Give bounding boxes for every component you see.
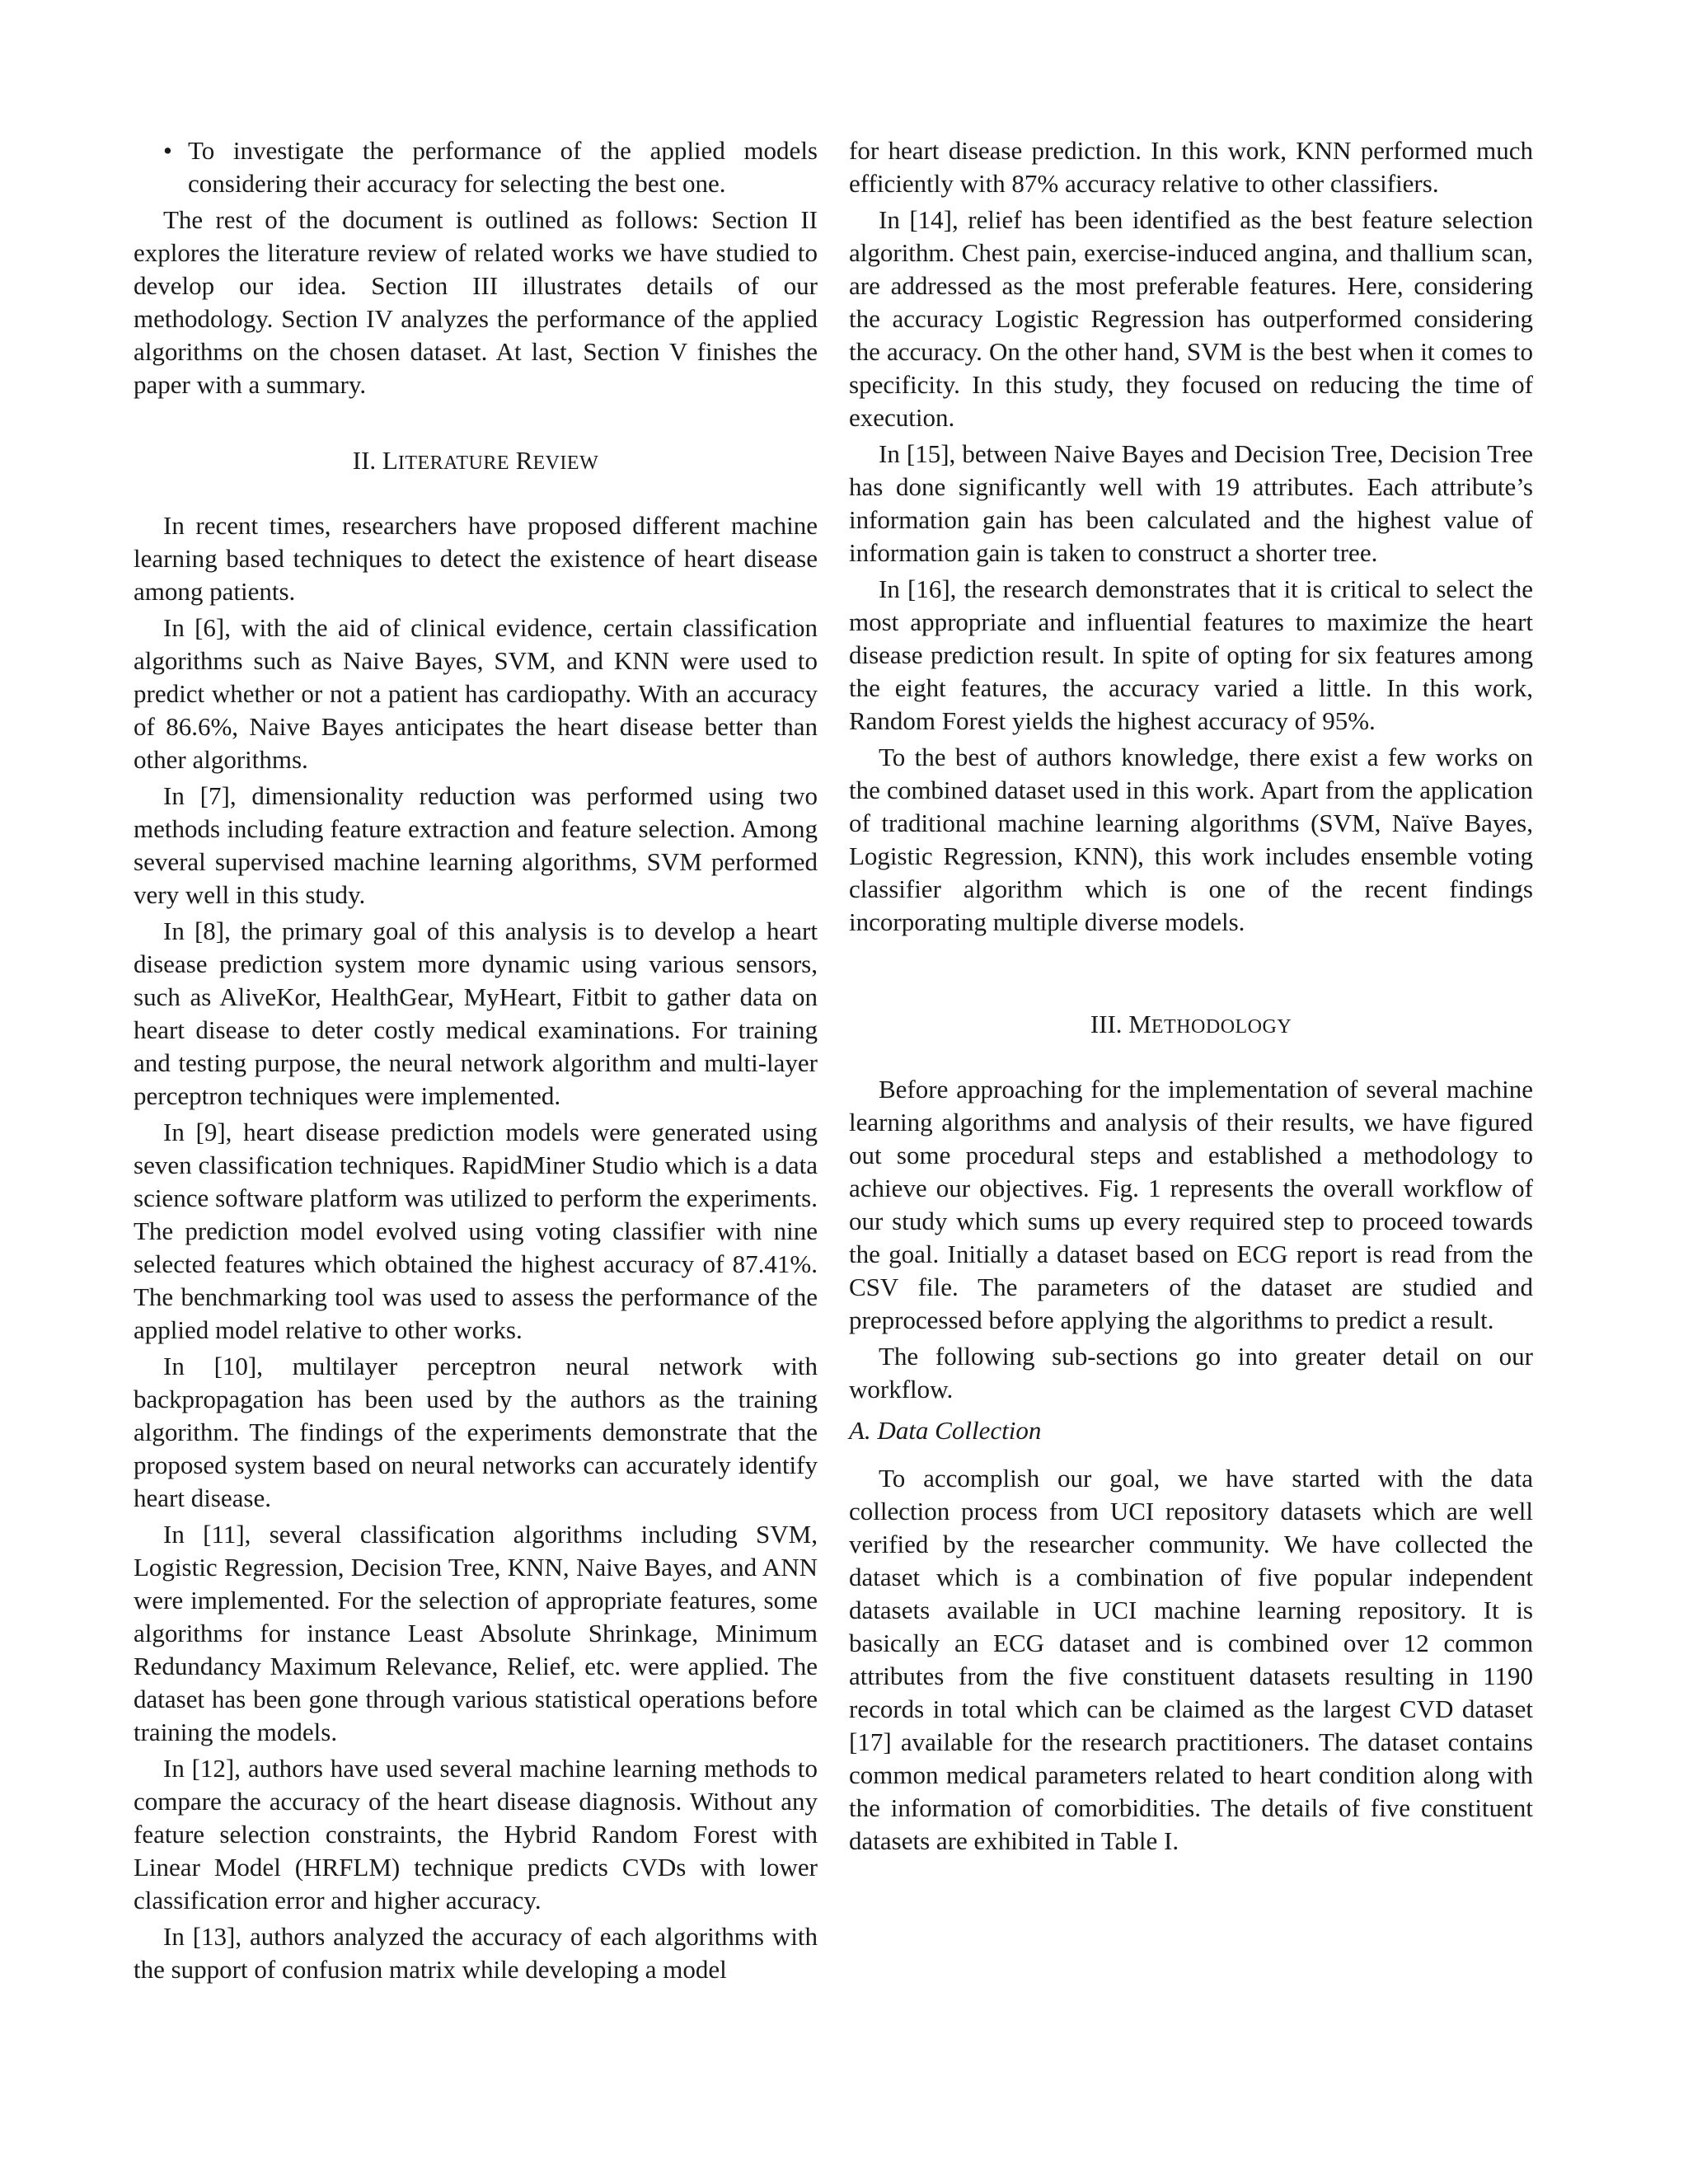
objective-bullet: [134, 134, 818, 200]
lit-paragraph: In [15], between Naive Bayes and Decision Tree, Decision Tree has done significantly well with 19 attributes. Each attribute’s information gain has been calculated and the highest value of information gain is taken to construct a shorter tree.: [849, 439, 1533, 567]
lit-paragraph: In [12], authors have used several machine learning methods to compare the accuracy of the heart disease diagnosis. Without any feature selection constraints, the Hybrid Random Forest with Linear Model (HRFLM) technique predicts CVDs with lower classification error and higher accuracy.: [134, 1754, 818, 1915]
heading-rest: EVIEW: [532, 452, 599, 474]
heading-initial: R: [515, 446, 533, 475]
heading-rest: ITERATURE: [397, 452, 509, 474]
right-column: [849, 134, 1533, 1861]
lit-paragraph: In [14], relief has been identified as the best feature selection algorithm. Chest pain, exercise-induced angina, and thallium scan, are addressed as the most preferable features. Here, considering the accuracy Logistic Regression has outperformed considering the accuracy. On the other hand, SVM is the best when it comes to specificity. In this study, they focused on reducing the time of execution.: [849, 205, 1533, 432]
bullet-marker: •: [163, 136, 172, 165]
lit-paragraph: In [6], with the aid of clinical evidence, certain classification algorithms such as Naive Bayes, SVM, and KNN were used to predict whether or not a patient has cardiopathy. With an accuracy of 86.6%, Naive Bayes anticipates the heart disease better than other algorithms.: [134, 613, 818, 774]
outline-paragraph: The rest of the document is outlined as follows: Section II explores the literature review of related works we have studied to develop our idea. Section III illustrates details of our methodology. Section IV analyzes the performance of the applied algorithms on the chosen dataset. At last, Section V finishes the paper with a summary.: [134, 205, 818, 399]
heading-initial: M: [1128, 1010, 1151, 1038]
lit-paragraph: In [13], authors analyzed the accuracy of each algorithms with the support of confusion matrix while developing a model: [134, 1922, 818, 1984]
bullet-text: To investigate the performance of the applied models considering their accuracy for selecting the best one.: [188, 136, 818, 198]
heading-rest: ETHODOLOGY: [1151, 1016, 1292, 1038]
lit-paragraph: In [9], heart disease prediction models were generated using seven classification techniques. RapidMiner Studio which is a data science software platform was utilized to perform the experiments. The prediction model evolved using voting classifier with nine selected features which obtained the highest accuracy of 87.41%. The benchmarking tool was used to assess the performance of the applied model relative to other works.: [134, 1118, 818, 1344]
data-collection-paragraph: To accomplish our goal, we have started with the data collection process from UCI repository datasets which are well verified by the researcher community. We have collected the dataset which is a combination of five popular independent datasets available in UCI machine learning repository. It is basically an ECG dataset and is combined over 12 common attributes from the five constituent datasets resulting in 1190 records in total which can be claimed as the largest CVD dataset [17] available for the research practitioners. The dataset contains common medical parameters related to heart condition along with the information of comorbidities. The details of five constituent datasets are exhibited in Table I.: [849, 1464, 1533, 1855]
methodology-heading: [849, 1008, 1533, 1043]
methodology-paragraph: The following sub-sections go into greater detail on our workflow.: [849, 1342, 1533, 1404]
methodology-paragraph: Before approaching for the implementation of several machine learning algorithms and analysis of their results, we have figured out some procedural steps and established a methodology to achieve our objectives. Fig. 1 represents the overall workflow of our study which sums up every required step to proceed towards the goal. Initially a dataset based on ECG report is read from the CSV file. The parameters of the dataset are studied and preprocessed before applying the algorithms to predict a result.: [849, 1075, 1533, 1334]
left-column: [134, 134, 818, 1990]
data-collection-heading: A. Data Collection: [849, 1416, 1042, 1445]
heading-numeral: II.: [352, 446, 377, 475]
lit-paragraph: To the best of authors knowledge, there exist a few works on the combined dataset used in this work. Apart from the application of traditional machine learning algorithms (SVM, Naïve Bayes, Logistic Regression, KNN), this work includes ensemble voting classifier algorithm which is one of the recent findings incorporating multiple diverse models.: [849, 743, 1533, 936]
heading-initial: L: [382, 446, 398, 475]
lit-paragraph: In [11], several classification algorithms including SVM, Logistic Regression, Decision Tree, KNN, Naive Bayes, and ANN were implemented. For the selection of appropriate features, some algorithms for instance Least Absolute Shrinkage, Minimum Redundancy Maximum Relevance, Relief, etc. were applied. The dataset has been gone through various statistical operations before training the models.: [134, 1520, 818, 1746]
lit-paragraph: In [8], the primary goal of this analysis is to develop a heart disease prediction system more dynamic using various sensors, such as AliveKor, HealthGear, MyHeart, Fitbit to gather data on heart disease to deter costly medical examinations. For training and testing purpose, the neural network algorithm and multi-layer perceptron techniques were implemented.: [134, 916, 818, 1110]
continuation-paragraph: for heart disease prediction. In this work, KNN performed much efficiently with 87% accuracy relative to other classifiers.: [849, 136, 1533, 198]
literature-review-heading: [134, 444, 818, 480]
lit-paragraph: In [16], the research demonstrates that it is critical to select the most appropriate and influential features to maximize the heart disease prediction result. In spite of opting for six features among the eight features, the accuracy varied a little. In this work, Random Forest yields the highest accuracy of 95%.: [849, 574, 1533, 735]
lit-paragraph: In [10], multilayer perceptron neural network with backpropagation has been used by the authors as the training algorithm. The findings of the experiments demonstrate that the proposed system based on neural networks can accurately identify heart disease.: [134, 1352, 818, 1512]
lit-paragraph: In [7], dimensionality reduction was performed using two methods including feature extraction and feature selection. Among several supervised machine learning algorithms, SVM performed very well in this study.: [134, 781, 818, 909]
heading-numeral: III.: [1090, 1010, 1123, 1038]
lit-paragraph: In recent times, researchers have proposed different machine learning based techniques to detect the existence of heart disease among patients.: [134, 511, 818, 606]
